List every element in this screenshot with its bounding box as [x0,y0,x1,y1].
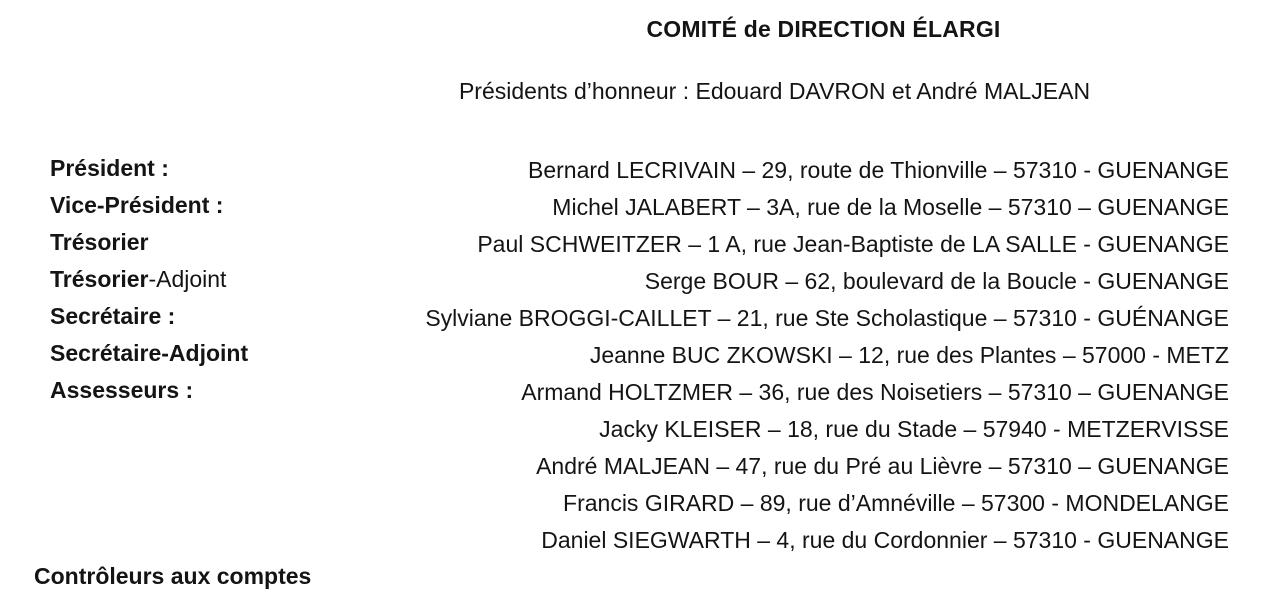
role-assessors-label: Assesseurs : [50,377,194,403]
member-line: Bernard LECRIVAIN – 29, route de Thionville – 57310 - GUENANGE [528,157,1229,183]
member-line: Serge BOUR – 62, boulevard de la Boucle - GUENANGE [644,268,1229,294]
role-secretary-label: Secrétaire : [50,303,176,329]
member-line: Michel JALABERT – 3A, rue de la Moselle – 57310 – GUENANGE [552,194,1229,220]
role-vice-president-label: Vice-Président : [50,192,224,218]
role-deputy-treasurer-label-normal: -Adjoint [148,266,227,292]
member-line: Daniel SIEGWARTH – 4, rue du Cordonnier – 57310 - GUENANGE [541,527,1229,553]
members-column [269,152,1229,559]
member-line: André MALJEAN – 47, rue du Pré au Lièvre – 57310 – GUENANGE [536,453,1229,479]
role-president-label: Président : [50,155,169,181]
member-line: Jacky KLEISER – 18, rue du Stade – 57940 - METZERVISSE [599,416,1229,442]
member-line: Paul SCHWEITZER – 1 A, rue Jean-Baptiste de LA SALLE - GUENANGE [477,231,1229,257]
role-deputy-treasurer-label-bold: Trésorier [50,266,149,292]
role-treasurer-label: Trésorier [50,229,149,255]
member-line: Francis GIRARD – 89, rue d’Amnéville – 57300 - MONDELANGE [563,490,1229,516]
member-line: Jeanne BUC ZKOWSKI – 12, rue des Plantes – 57000 - METZ [589,342,1229,368]
document-title: COMITÉ de DIRECTION ÉLARGI [646,16,1001,42]
member-line: Sylviane BROGGI-CAILLET – 21, rue Ste Scholastique – 57310 - GUÉNANGE [425,305,1229,331]
honorary-presidents-line: Présidents d’honneur : Edouard DAVRON et André MALJEAN [458,78,1091,104]
role-deputy-secretary-label: Secrétaire-Adjoint [50,340,249,366]
member-line: Armand HOLTZMER – 36, rue des Noisetiers – 57310 – GUENANGE [521,379,1229,405]
cutoff-heading: Contrôleurs aux comptes [34,563,312,589]
